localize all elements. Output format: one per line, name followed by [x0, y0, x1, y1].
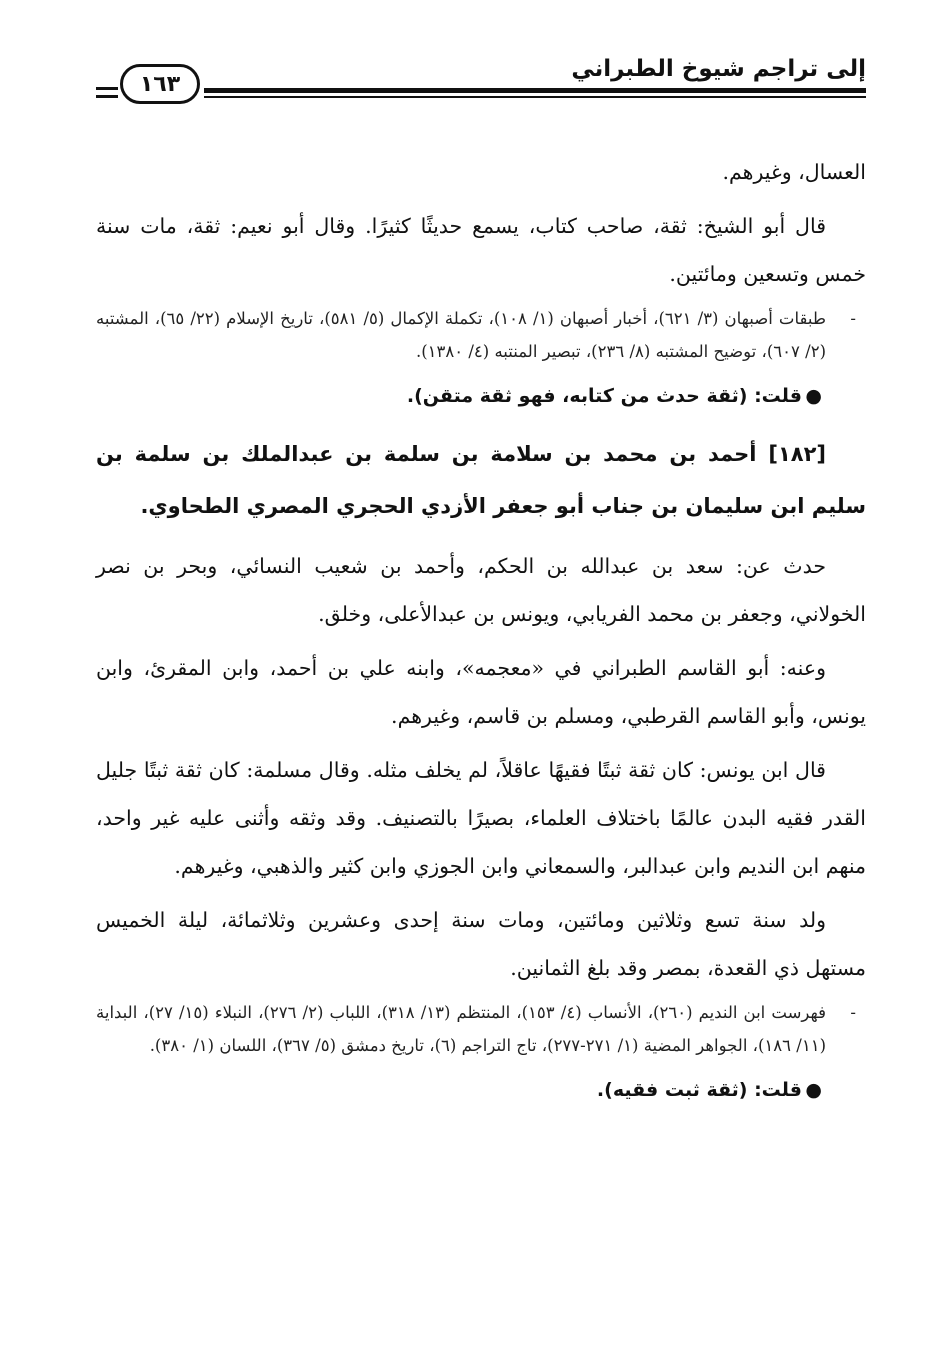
page-header: [96, 50, 866, 110]
paragraph-abu-alshaykh: قال أبو الشيخ: ثقة، صاحب كتاب، يسمع حديثًا كثيرًا. وقال أبو نعيم: ثقة، مات سنة خمس وتسعين ومائتين.: [96, 214, 866, 286]
footnote-text: طبقات أصبهان (٣/ ٦٢١)، أخبار أصبهان (١/ ١٠٨)، تكملة الإكمال (٥/ ٥٨١)، تاريخ الإسلام (٢٢/ ٦٥)، المشتبه (٢/ ٦٠٧)، توضيح المشتبه (٨/ ٢٣٦)، تبصير المنتبه (٤/ ١٣٨٠).: [96, 309, 826, 361]
header-rule-left-bottom: [96, 95, 118, 98]
verdict-text: قلت: (ثقة حدث من كتابه، فهو ثقة متقن).: [406, 385, 802, 407]
footnote-dash: -: [850, 309, 856, 328]
header-rule-left-top: [96, 87, 118, 90]
page-number: ١٦٣: [120, 64, 200, 104]
bullet-icon: ●: [805, 1079, 822, 1101]
paragraph-continuation: العسال، وغيرهم.: [722, 160, 866, 184]
footnote-text: فهرست ابن النديم (٢٦٠)، الأنساب (٤/ ١٥٣)، المنتظم (١٣/ ٣١٨)، اللباب (٢/ ٢٧٦)، النبلاء (١٥/ ٢٧)، البداية (١١/ ١٨٦)، الجواهر المضية (١/ ٢٧١-٢٧٧)، تاج التراجم (٦)، تاريخ دمشق (٥/ ٣٦٧)، اللسان (١/ ٣٨٠).: [96, 1003, 826, 1055]
footnote-dash: -: [850, 1003, 856, 1022]
page-body: [96, 140, 866, 1112]
header-rule-thick: [204, 88, 866, 93]
bullet-icon: ●: [805, 385, 822, 407]
paragraph-birth-death: ولد سنة تسع وثلاثين ومائتين، ومات سنة إحدى وعشرين وثلاثمائة، ليلة الخميس مستهل ذي القعدة، بمصر وقد بلغ الثمانين.: [96, 908, 866, 980]
paragraph-teachers: حدث عن: سعد بن عبدالله بن الحكم، وأحمد بن شعيب النسائي، وبحر بن نصر الخولاني، وجعفر بن محمد الفريابي، ويونس بن عبدالأعلى، وخلق.: [96, 554, 866, 626]
sources-footnote-2: [96, 996, 866, 1062]
verdict-1: [96, 374, 866, 418]
running-title: إلى تراجم شيوخ الطبراني: [571, 56, 866, 82]
paragraph-gradings: قال ابن يونس: كان ثقة ثبتًا فقيهًا عاقلاً، لم يخلف مثله. وقال مسلمة: كان ثقة ثبتًا جليل القدر فقيه البدن عالمًا باختلاف العلماء، بصيرًا بالتصنيف. وقد وثقه وأثنى عليه غير واحد، منهم ابن النديم وابن عبدالبر، والسمعاني وابن الجوزي وابن كثير والذهبي، وغيرهم.: [96, 758, 866, 878]
entry-heading-182: [١٨٢] أحمد بن محمد بن سلامة بن سلمة بن عبدالملك بن سلمة بن سليم ابن سليمان بن جناب أبو جعفر الأزدي الحجري المصري الطحاوي.: [96, 442, 866, 518]
verdict-text: قلت: (ثقة ثبت فقيه).: [596, 1079, 802, 1101]
sources-footnote-1: [96, 302, 866, 368]
verdict-2: [96, 1068, 866, 1112]
header-rule-thin: [204, 96, 866, 98]
paragraph-students: وعنه: أبو القاسم الطبراني في «معجمه»، وابنه علي بن أحمد، وابن المقرئ، وابن يونس، وأبو القاسم القرطبي، ومسلم بن قاسم، وغيرهم.: [96, 656, 866, 728]
